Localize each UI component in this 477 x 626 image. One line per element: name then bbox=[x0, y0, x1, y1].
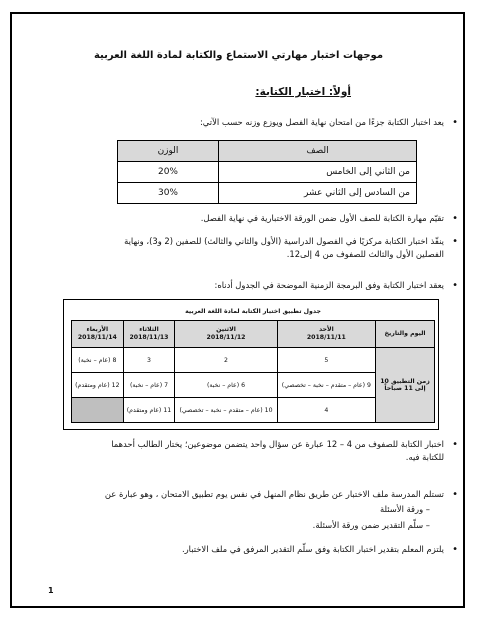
intro-paragraph bbox=[199, 116, 458, 129]
bullet-5-text: تستلم المدرسة ملف الاختبار عن طريق نظام المنهل في نفس يوم تطبيق الامتحان ، وهو عبارة عن bbox=[104, 489, 444, 499]
sub-item-rubric: – سلّم التقدير ضمن ورقة الأسئلة. bbox=[312, 520, 430, 530]
schedule-cell: 5 bbox=[277, 348, 375, 373]
schedule-cell: 6 (عام – نخبة) bbox=[175, 373, 277, 398]
bullet-icon: • bbox=[452, 213, 458, 224]
table-row bbox=[118, 183, 417, 204]
schedule-day-header bbox=[72, 321, 124, 348]
schedule-time-label: زمن التطبيق 10 إلى 11 صباحاً bbox=[376, 348, 435, 423]
table-row bbox=[118, 162, 417, 183]
weights-grade-cell: من السادس إلى الثاني عشر bbox=[219, 183, 417, 204]
day-date: 2018/11/12 bbox=[206, 334, 246, 341]
schedule-frame bbox=[63, 299, 439, 430]
bullet-1-text: تقيّم مهارة الكتابة للصف الأول ضمن الورقة الاختبارية في نهاية الفصل. bbox=[200, 213, 444, 223]
section-heading: أولاً: اختبار الكتابة: bbox=[255, 86, 351, 98]
bullet-icon: • bbox=[452, 439, 458, 450]
weights-grade-cell: من الثاني إلى الخامس bbox=[219, 162, 417, 183]
day-name: الأربعاء bbox=[86, 326, 109, 333]
schedule-day-header bbox=[123, 321, 175, 348]
bullet-3 bbox=[214, 279, 458, 292]
bullet-2 bbox=[124, 235, 458, 261]
day-date: 2018/11/14 bbox=[77, 334, 117, 341]
bullet-3-text: يعقد اختبار الكتابة وفق البرمجة الزمنية الموضحة في الجدول أدناه: bbox=[214, 280, 444, 290]
day-date: 2018/11/13 bbox=[129, 334, 169, 341]
day-date: 2018/11/11 bbox=[306, 334, 346, 341]
table-row bbox=[72, 348, 435, 373]
document-title: موجهات اختبار مهارتي الاستماع والكتابة لمادة اللغة العربية bbox=[93, 50, 384, 61]
page-number: 1 bbox=[48, 586, 54, 595]
schedule-cell-empty bbox=[72, 398, 124, 423]
day-name: الاثنين bbox=[216, 326, 236, 333]
bullet-icon: • bbox=[452, 489, 458, 500]
bullet-6-text: يلتزم المعلم بتقدير اختبار الكتابة وفق سلّم التقدير المرفق في ملف الاختبار. bbox=[181, 544, 444, 554]
schedule-day-header bbox=[175, 321, 277, 348]
weights-value-cell: 20% bbox=[118, 162, 219, 183]
schedule-cell: 8 (عام – نخبة) bbox=[72, 348, 124, 373]
bullet-5 bbox=[104, 488, 458, 501]
bullet-icon: • bbox=[452, 236, 458, 247]
bullet-icon: • bbox=[452, 280, 458, 291]
bullet-2-line-1: ينفّذ اختبار الكتابة مركزيًا في الفصول الدراسية (الأول والثاني والثالث) للصفين (2 و3)، ونهاية bbox=[124, 236, 444, 246]
weights-table bbox=[117, 140, 417, 204]
schedule-cell: 2 bbox=[175, 348, 277, 373]
schedule-cell: 11 (عام ومتقدم) bbox=[123, 398, 175, 423]
bullet-2-line-2: الفصلين الأول والثالث للصفوف من 4 إلى12. bbox=[286, 249, 444, 259]
schedule-cell: 12 (عام ومتقدم) bbox=[72, 373, 124, 398]
schedule-table bbox=[71, 302, 435, 423]
sub-item-questions: – ورقة الأسئلة bbox=[379, 504, 430, 514]
schedule-cell: 7 (عام – نخبة) bbox=[123, 373, 175, 398]
bullet-4-line-1: اختبار الكتابة للصفوف من 4 – 12 عبارة عن سؤال واحد يتضمن موضوعين؛ يختار الطالب أحدهما bbox=[111, 439, 444, 449]
intro-text: يعد اختبار الكتابة جزءًا من امتحان نهاية الفصل ويوزع وزنه حسب الآتي: bbox=[199, 117, 444, 127]
bullet-4-line-2: للكتابة فيه. bbox=[405, 452, 444, 462]
schedule-corner: اليوم والتاريخ bbox=[376, 321, 435, 348]
weights-header-grade: الصف bbox=[219, 141, 417, 162]
schedule-cell: 4 bbox=[277, 398, 375, 423]
bullet-1 bbox=[200, 212, 458, 225]
bullet-icon: • bbox=[452, 117, 458, 128]
schedule-cell: 3 bbox=[123, 348, 175, 373]
bullet-icon: • bbox=[452, 544, 458, 555]
weights-value-cell: 30% bbox=[118, 183, 219, 204]
schedule-day-header bbox=[277, 321, 375, 348]
weights-header-weight: الوزن bbox=[118, 141, 219, 162]
bullet-4 bbox=[111, 438, 458, 464]
bullet-6 bbox=[181, 543, 458, 556]
schedule-cell: 10 (عام – متقدم – نخبة – تخصصي) bbox=[175, 398, 277, 423]
day-name: الأحد bbox=[318, 326, 334, 333]
day-name: الثلاثاء bbox=[139, 326, 159, 333]
schedule-caption: جدول تطبيق اختبار الكتابة لمادة اللغة العربية bbox=[185, 307, 321, 315]
schedule-cell: 9 (عام – متقدم – نخبة – تخصصي) bbox=[277, 373, 375, 398]
